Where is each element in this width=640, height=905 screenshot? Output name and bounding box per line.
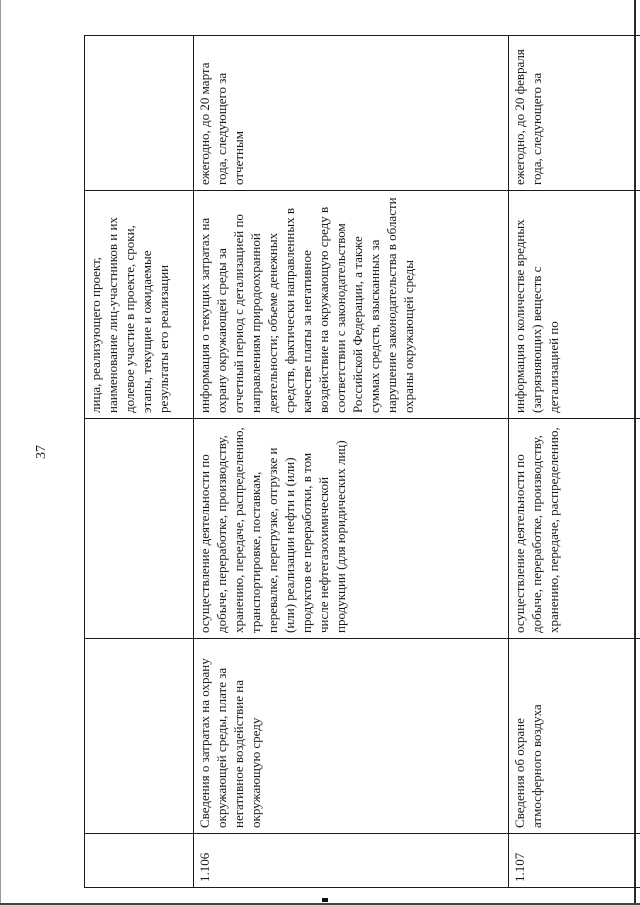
cell-term <box>85 36 194 191</box>
cell-number: 1.107 <box>509 834 640 888</box>
cell-number <box>85 834 194 888</box>
scan-edge-left <box>0 0 1 905</box>
requirements-table <box>84 35 640 888</box>
cell-name <box>85 639 194 834</box>
scan-artifact <box>322 898 328 902</box>
table-row-1-106 <box>194 36 509 888</box>
cell-term: ежегодно, до 20 февраля года, следующего за <box>509 36 640 191</box>
cell-content: информация о количестве вредных (загрязняющих) веществ с детализацией по <box>509 191 640 419</box>
table-row-1-107 <box>509 36 640 888</box>
cell-activity: осуществление деятельности по добыче, переработке, производству, хранению, передаче, распределению, <box>509 419 640 639</box>
cell-term: ежегодно, до 20 марта года, следующего за отчетным <box>194 36 509 191</box>
table-row-continuation <box>85 36 194 888</box>
cell-activity: осуществление деятельности по добыче, переработке, производству, хранению, передаче, распределению, транспортировке, поставкам, перевалке, перегрузке, отгрузке и (или) реализации нефти и (или) продуктов ее переработки, в том числе нефтегазохимической продукции (для юридических лиц) <box>194 419 509 639</box>
cell-number: 1.106 <box>194 834 509 888</box>
cell-name: Сведения о затратах на охрану окружающей среды, плате за негативное воздействие на окружающую среду <box>194 639 509 834</box>
cell-name: Сведения об охране атмосферного воздуха <box>509 639 640 834</box>
page-number: 37 <box>34 445 49 459</box>
rotated-table-wrapper <box>84 36 637 888</box>
cell-activity <box>85 419 194 639</box>
cell-content: лица, реализующего проект, наименование лиц-участников и их долевое участие в проекте, сроки, этапы, текущие и ожидаемые результаты его реализации <box>85 191 194 419</box>
cell-content: информация о текущих затратах на охрану окружающей среды за отчетный период с детализацией по направлениям природоохранной деятельности; объеме денежных средств, фактически направленных в качестве платы за негативное воздействие на окружающую среду в соответствии с законодательством Российской Федерации, а также суммах средств, взысканных за нарушение законодательства в области охраны окружающей среды <box>194 191 509 419</box>
